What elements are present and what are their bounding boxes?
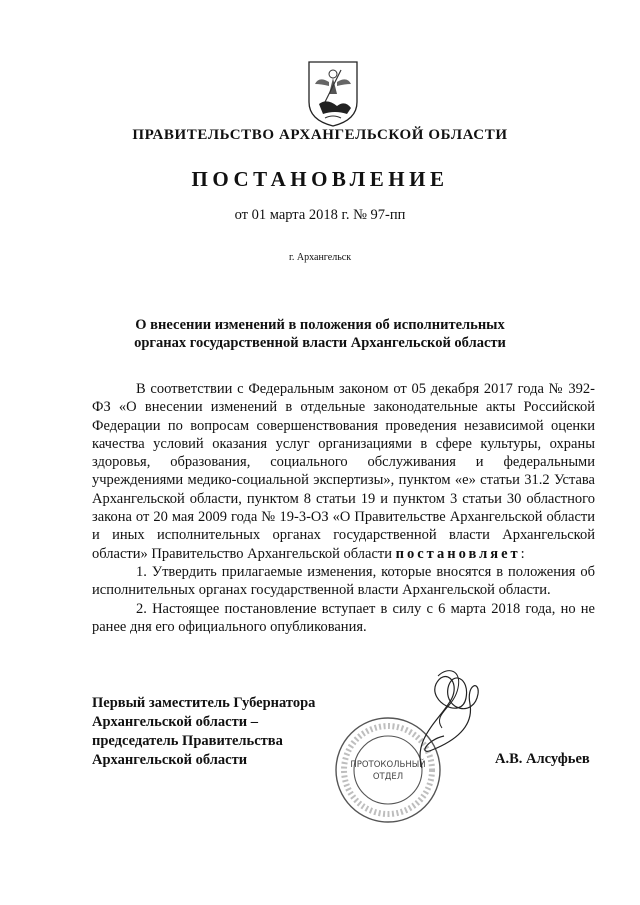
stamp-text-1: ПРОТОКОЛЬНЫЙ: [350, 760, 426, 770]
subject-line-2: органах государственной власти Архангельской области: [134, 335, 506, 351]
document-subject: [0, 316, 640, 352]
decree-colon: :: [520, 545, 525, 562]
signer-line-3: председатель Правительства: [92, 733, 283, 749]
item-2: 2. Настоящее постановление вступает в силу с 6 марта 2018 года, но не ранее дня его официального опубликования.: [92, 600, 595, 635]
signer-line-2: Архангельской области –: [92, 714, 258, 730]
signer-line-4: Архангельской области: [92, 752, 248, 768]
preamble-paragraph: [92, 380, 595, 563]
preamble-text: В соответствии с Федеральным законом от 05 декабря 2017 года № 392-ФЗ «О внесении изменений в отдельные законодательные акты Российской Федерации по вопросам совершенствования проведения независимой оценки качества условий оказания услуг организациями в сфере культуры, охраны здоровья, образования, социального обслуживания и федеральными учреждениями медико-социальной экспертизы», пунктом «е» статьи 31.2 Устава Архангельской области, пунктом 8 статьи 19 и пунктом 3 статьи 30 областного закона от 20 мая 2009 года № 19-3-ОЗ «О Правительстве Архангельской области и иных исполнительных органах государственной власти Архангельской области» Правительство Архангельской области: [92, 381, 595, 562]
signer-name: А.В. Алсуфьев: [495, 751, 590, 767]
document-city: г. Архангельск: [288, 252, 352, 263]
decree-word: постановляет: [395, 545, 521, 562]
stamp-text-2: ОТДЕЛ: [372, 772, 404, 782]
government-title: ПРАВИТЕЛЬСТВО АРХАНГЕЛЬСКОЙ ОБЛАСТИ: [132, 127, 508, 143]
item-1: 1. Утвердить прилагаемые изменения, которые вносятся в положения об исполнительных органах государственной власти Архангельской области.: [92, 563, 595, 599]
signer-title: [92, 694, 315, 770]
subject-line-1: О внесении изменений в положения об исполнительных: [135, 317, 505, 333]
document-date-number: от 01 марта 2018 г. № 97-пп: [234, 207, 406, 223]
signer-line-1: Первый заместитель Губернатора: [92, 695, 316, 711]
document-body: [92, 380, 595, 636]
coat-of-arms-icon: [305, 60, 361, 128]
document-type: ПОСТАНОВЛЕНИЕ: [191, 167, 449, 191]
handwritten-signature: [392, 658, 502, 778]
